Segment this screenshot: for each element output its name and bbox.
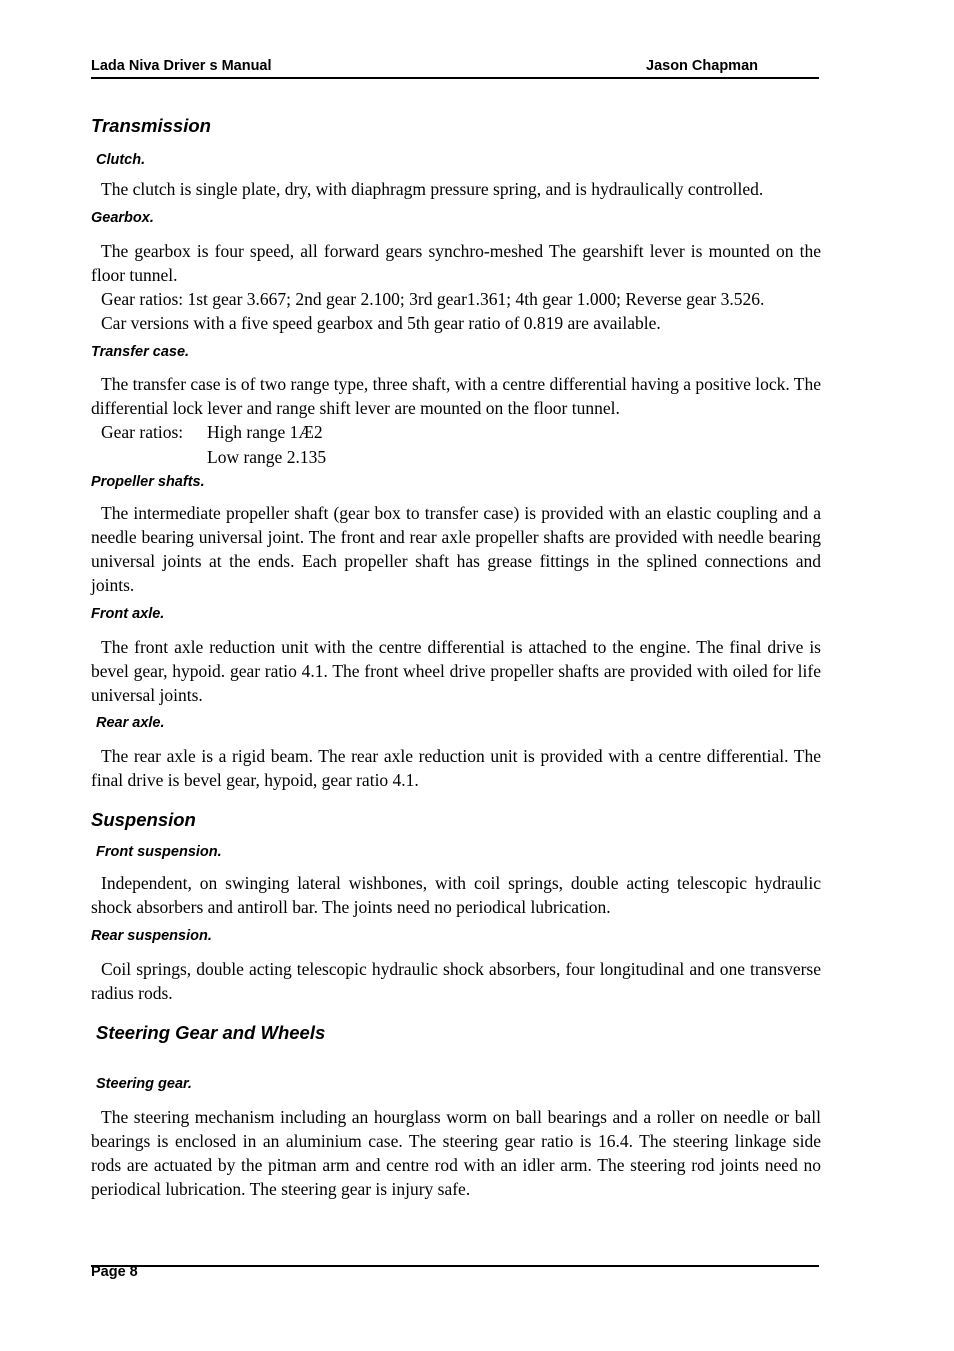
paragraph-clutch: The clutch is single plate, dry, with diaphragm pressure spring, and is hydraulically controlled. [101,179,764,199]
paragraph-steering-gear: The steering mechanism including an hourglass worm on ball bearings and a roller on needle or ball bearings is enclosed in an aluminium case. The steering gear ratio is 16.4. The steering linkage side rods are actuated by the pitman arm and centre rod with an idler arm. The steering rod joints need no periodical lubrication. The steering gear is injury safe. [91,1107,821,1199]
subheading-rear-suspension: Rear suspension. [91,928,212,944]
page-header [91,58,819,76]
subheading-steering-gear: Steering gear. [96,1076,192,1092]
section-title-steering: Steering Gear and Wheels [96,1022,326,1043]
paragraph-front-axle: The front axle reduction unit with the centre differential is attached to the engine. The final drive is bevel gear, hypoid. gear ratio 4.1. The front wheel drive propeller shafts are provided with oiled for life universal joints. [91,637,821,705]
transfer-ratio-low: Low range 2.135 [207,446,327,467]
subheading-propeller-shafts: Propeller shafts. [91,474,205,490]
paragraph-transfer-case: The transfer case is of two range type, three shaft, with a centre differential having a positive lock. The differential lock lever and range shift lever are mounted on the floor tunnel. [91,374,821,418]
subheading-rear-axle: Rear axle. [96,715,165,731]
transfer-ratios-label: Gear ratios: [101,422,184,442]
gearbox-ratios: Gear ratios: 1st gear 3.667; 2nd gear 2.100; 3rd gear1.361; 4th gear 1.000; Reverse gear 3.526. [101,289,765,309]
page-content [91,112,821,1201]
footer-rule [91,1265,819,1267]
gearbox-versions: Car versions with a five speed gearbox and 5th gear ratio of 0.819 are available. [101,313,661,333]
transfer-ratio-row-high [91,420,821,445]
header-rule [91,77,819,79]
header-author: Jason Chapman [646,58,758,74]
section-title-transmission: Transmission [91,115,211,136]
subheading-front-axle: Front axle. [91,606,165,622]
paragraph-rear-suspension: Coil springs, double acting telescopic hydraulic shock absorbers, four longitudinal and one transverse radius rods. [91,959,821,1003]
subheading-gearbox: Gearbox. [91,210,154,226]
subheading-transfer-case: Transfer case. [91,344,190,360]
subheading-front-suspension: Front suspension. [96,844,222,860]
paragraph-gearbox: The gearbox is four speed, all forward gears synchro-meshed The gearshift lever is mounted on the floor tunnel. [91,241,821,285]
subheading-clutch: Clutch. [96,152,146,168]
page-number: Page 8 [91,1264,138,1280]
section-title-suspension: Suspension [91,809,196,830]
paragraph-propeller-shafts: The intermediate propeller shaft (gear box to transfer case) is provided with an elastic coupling and a needle bearing universal joint. The front and rear axle propeller shafts are provided with needle bearing universal joints at the ends. Each propeller shaft has grease fittings in the splined connections and joints. [91,503,821,595]
paragraph-rear-axle: The rear axle is a rigid beam. The rear axle reduction unit is provided with a centre differential. The final drive is bevel gear, hypoid, gear ratio 4.1. [91,746,821,790]
transfer-ratio-row-low [91,445,821,470]
header-title: Lada Niva Driver s Manual [91,58,272,74]
transfer-ratio-high: High range 1Æ2 [207,422,323,442]
paragraph-front-suspension: Independent, on swinging lateral wishbones, with coil springs, double acting telescopic hydraulic shock absorbers and antiroll bar. The joints need no periodical lubrication. [91,873,821,917]
